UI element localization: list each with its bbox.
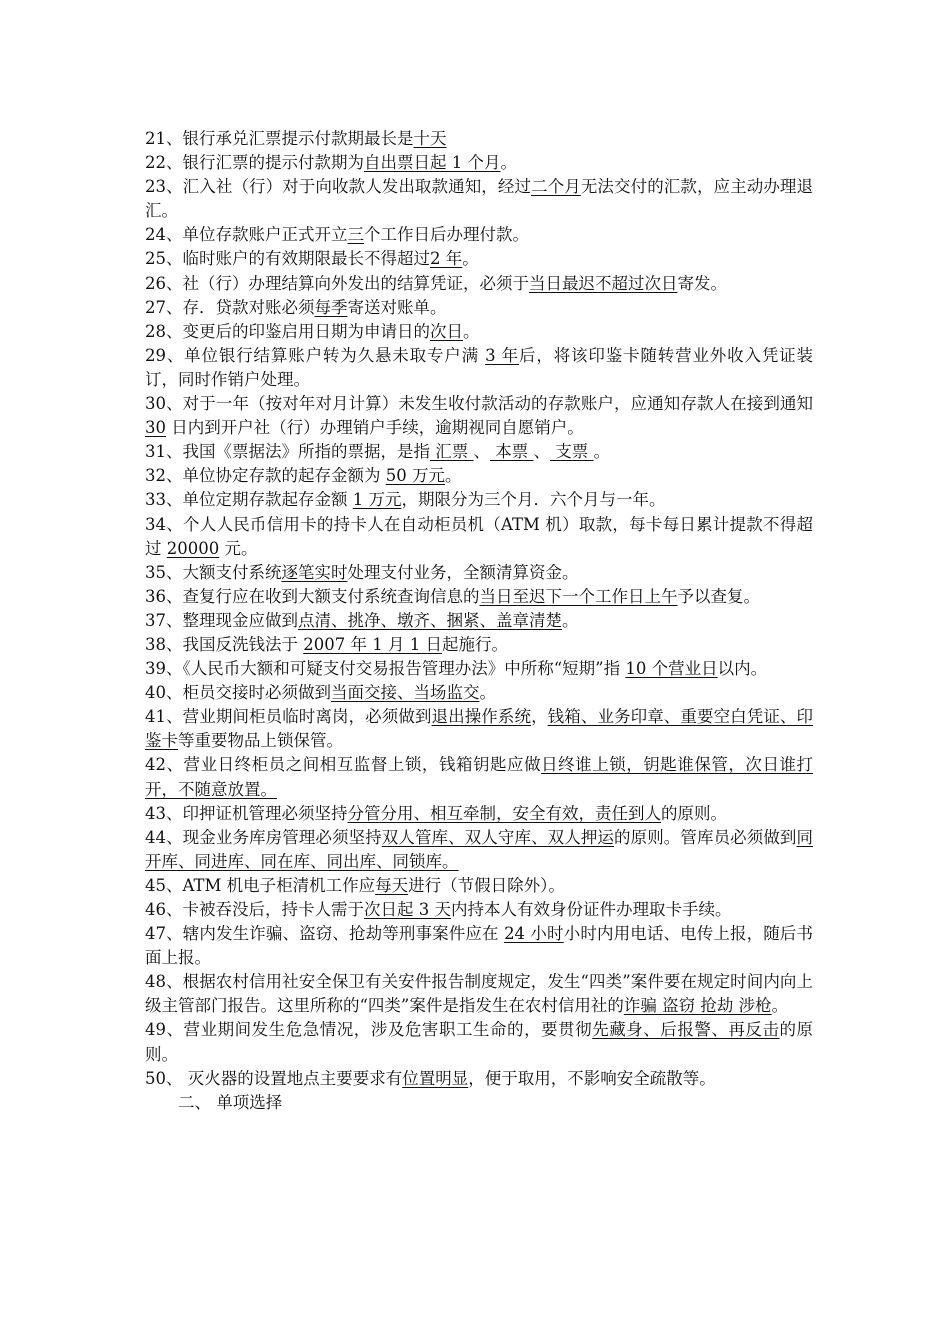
answer-text: 当日至迟下一个工作日上午 — [479, 586, 678, 606]
question-item — [145, 175, 813, 223]
answer-text: 当面交接、当场监交 — [331, 683, 480, 703]
question-item — [145, 392, 813, 440]
question-item — [145, 488, 813, 512]
answer-text: 同开库、同进库、同在库、同出库、同锁库。 — [145, 827, 814, 871]
question-text: 39、《人民币大额和可疑支付交易报告管理办法》中所称“短期”指 — [145, 659, 626, 679]
answer-text: 日终谁上锁，钥匙谁保管，次日谁打开，不随意放置。 — [145, 755, 814, 799]
question-text: 41、营业期间柜员临时离岗，必须做到 — [145, 707, 432, 727]
question-text: 44、现金业务库房管理必须坚持 — [145, 827, 382, 847]
question-text: 45、ATM 机电子柜清机工作应 — [145, 875, 376, 895]
question-text: 小时内用电话、电传上报，随后书面上报。 — [145, 924, 813, 968]
answer-text: 本票 — [490, 442, 534, 462]
question-text: 的原则。管库员必须做到 — [614, 827, 797, 847]
question-item — [145, 127, 813, 151]
question-item — [145, 320, 813, 344]
question-text: 29、单位银行结算账户转为久悬未取专户满 — [145, 345, 486, 365]
question-text: 、 — [473, 442, 490, 462]
answer-text: 50 万元 — [385, 466, 445, 486]
question-text: 37、整理现金应做到 — [145, 610, 298, 630]
answer-text: 二个月 — [531, 177, 581, 197]
question-text: 个工作日后办理付款。 — [364, 225, 529, 245]
question-item — [145, 151, 813, 175]
answer-text: 2 年 — [430, 249, 463, 269]
question-item — [145, 633, 813, 657]
question-item — [145, 874, 813, 898]
question-item — [145, 223, 813, 247]
question-text: 处理支付业务，全额清算资金。 — [347, 562, 579, 582]
answer-text: 点清、挑净、墩齐、捆紧、盖章清楚 — [298, 610, 562, 630]
question-text: 42、营业日终柜员之间相互监督上锁，钱箱钥匙应做 — [145, 755, 542, 775]
question-item — [145, 440, 813, 464]
question-item — [145, 1018, 813, 1066]
question-text: 以内。 — [717, 659, 768, 679]
answer-text: 逐笔实时 — [281, 562, 348, 582]
question-text: 等重要物品上锁保管。 — [178, 731, 343, 751]
answer-text: 次日 — [430, 321, 463, 341]
answer-text: 20000 — [166, 538, 220, 558]
question-text: 25、临时账户的有效期限最长不得超过 — [145, 249, 430, 269]
question-item — [145, 344, 813, 392]
question-text: 进行（节假日除外）。 — [408, 875, 565, 895]
question-text: 43、印押证机管理必须坚持 — [145, 803, 348, 823]
answer-text: 当日最迟不超过次日 — [529, 273, 678, 293]
question-text: 。 — [500, 153, 517, 173]
question-item — [145, 705, 813, 753]
answer-text: 30 — [145, 418, 166, 438]
question-item — [145, 970, 813, 1018]
question-text: 的原则。 — [661, 803, 727, 823]
question-text: 26、社（行）办理结算向外发出的结算凭证，必须于 — [145, 273, 529, 293]
question-text: 的原则。 — [145, 1020, 814, 1064]
question-item — [145, 681, 813, 705]
answer-text: 双人管库、双人守库、双人押运 — [381, 827, 615, 847]
question-text: ，便于取用，不影响安全疏散等。 — [468, 1068, 716, 1088]
answer-text: 位置明显 — [402, 1068, 469, 1088]
question-item — [145, 464, 813, 488]
question-item — [145, 585, 813, 609]
answer-text: 2007 年 1 月 1 日 — [303, 634, 442, 654]
question-text: 48、根据农村信用社安全保卫有关安件报告制度规定，发生“四类”案件要在规定时间内向上级主管部门报告。这里所称的“四类”案件是指发生在农村信用社的 — [145, 972, 813, 1016]
question-item — [145, 609, 813, 633]
question-item — [145, 247, 813, 271]
question-text: 元。 — [219, 538, 258, 558]
answer-text: 每季 — [314, 297, 348, 317]
answer-text: 汇票 — [430, 442, 474, 462]
question-text: 起施行。 — [441, 634, 508, 654]
answer-text: 每天 — [375, 875, 409, 895]
question-text: 后，将该印鉴卡随转营业外收入凭证装订，同时作销户处理。 — [145, 345, 814, 389]
question-text: 22、银行汇票的提示付款期为 — [145, 153, 364, 173]
question-text: 38、我国反洗钱法于 — [145, 634, 304, 654]
question-text: 。 — [479, 683, 496, 703]
answer-text: 退出操作系统 — [431, 707, 532, 727]
answer-text: 先藏身、后报警、再反击 — [592, 1020, 780, 1040]
question-text: 32、单位协定存款的起存金额为 — [145, 466, 386, 486]
answer-text: 10 个营业日 — [625, 659, 718, 679]
question-item — [145, 826, 813, 874]
question-item — [145, 922, 813, 970]
question-text: 。 — [562, 610, 579, 630]
question-text: 。 — [771, 996, 789, 1016]
question-text: 、 — [533, 442, 550, 462]
question-text: 30、对于一年（按对年对月计算）未发生收付款活动的存款账户，应通知存款人在接到通知 — [145, 394, 813, 414]
question-item — [145, 898, 813, 922]
question-text: 内持本人有效身份证件办理取卡手续。 — [451, 900, 732, 919]
question-text: 47、辖内发生诈骗、盗窃、抢劫等刑事案件应在 — [145, 924, 505, 944]
question-text: 36、查复行应在收到大额支付系统查询信息的 — [145, 586, 480, 606]
question-item — [145, 296, 813, 320]
question-item — [145, 753, 813, 801]
question-text: 31、我国《票据法》所指的票据，是指 — [145, 442, 430, 462]
question-text: 24、单位存款账户正式开立 — [145, 225, 348, 245]
question-text: 23、汇入社（行）对于向收款人发出取款通知，经过 — [145, 177, 532, 197]
question-text: 。 — [593, 442, 610, 462]
answer-text: 三 — [347, 225, 364, 245]
question-text: 寄发。 — [677, 273, 727, 293]
question-text: 27、存．贷款对账必须 — [145, 297, 315, 317]
question-text: 50、 灭火器的设置地点主要要求有 — [145, 1068, 403, 1088]
question-item — [145, 272, 813, 296]
answer-text: 分管分用、相互牵制，安全有效，责任到人 — [347, 803, 661, 823]
question-text: ， — [531, 707, 548, 727]
question-text: 49、营业期间发生危急情况，涉及危害职工生命的，要贯彻 — [145, 1020, 593, 1040]
question-text: 33、单位定期存款起存金额 — [145, 490, 353, 510]
question-text: 寄送对账单。 — [347, 297, 447, 317]
question-text: 无法交付的汇款，应主动办理退汇。 — [145, 177, 814, 221]
question-text: ，期限分为三个月．六个月与一年。 — [401, 490, 666, 510]
question-text: 予以查复。 — [677, 586, 760, 606]
question-text: 35、大额支付系统 — [145, 562, 282, 582]
question-item — [145, 657, 813, 681]
answer-text: 1 万元 — [352, 490, 402, 510]
answer-text: 自出票日起 1 个月 — [364, 153, 501, 173]
question-text: 。 — [462, 249, 479, 269]
question-item — [145, 1067, 813, 1091]
section-title: 二、 单项选择 — [178, 1092, 283, 1112]
answer-text: 十天 — [413, 129, 447, 148]
question-text: 。 — [445, 466, 462, 486]
document-body — [145, 127, 813, 1115]
answer-text: 支票 — [550, 442, 594, 462]
question-item — [145, 513, 813, 561]
question-text: 28、变更后的印鉴启用日期为申请日的 — [145, 321, 430, 341]
question-text: 46、卡被吞没后，持卡人需于 — [145, 900, 364, 919]
question-text: 。 — [463, 321, 480, 341]
question-item — [145, 561, 813, 585]
answer-text: 钱箱、业务印章、重要空白凭证、印鉴卡 — [145, 707, 814, 751]
question-text: 34、个人人民币信用卡的持卡人在自动柜员机（ATM 机）取款，每卡每日累计提款不得超过 — [145, 514, 813, 558]
question-text: 21、银行承兑汇票提示付款期最长是 — [145, 129, 414, 148]
answer-text: 诈骗 盗窃 抢劫 涉枪 — [623, 996, 772, 1016]
answer-text: 24 小时 — [504, 924, 564, 944]
answer-text: 3 年 — [485, 345, 520, 365]
question-text: 40、柜员交接时必须做到 — [145, 683, 331, 703]
answer-text: 次日起 3 天 — [364, 900, 451, 919]
question-item — [145, 802, 813, 826]
question-text: 日内到开户社（行）办理销户手续，逾期视同自愿销户。 — [166, 418, 584, 438]
